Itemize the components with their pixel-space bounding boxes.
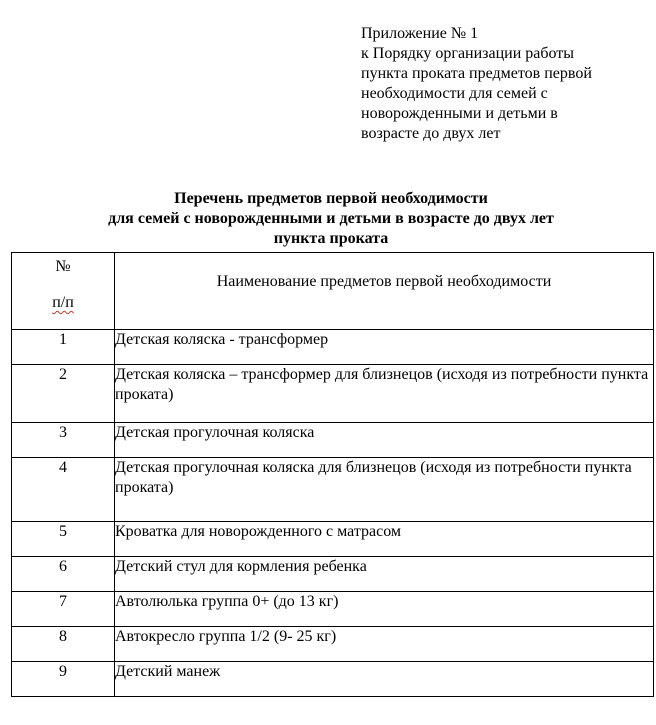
appendix-line: возрасте до двух лет <box>361 125 501 142</box>
row-item-name: Детский манеж <box>115 662 654 697</box>
row-number: 3 <box>12 423 115 458</box>
items-table <box>11 252 654 697</box>
appendix-block <box>361 24 646 144</box>
header-number-symbol: № <box>55 258 71 275</box>
appendix-line: Приложение № 1 <box>361 25 479 42</box>
row-item-name: Детская прогулочная коляска <box>115 423 654 458</box>
row-item-name: Автолюлька группа 0+ (до 13 кг) <box>115 592 654 627</box>
table-row <box>12 365 654 423</box>
row-item-name: Детский стул для кормления ребенка <box>115 557 654 592</box>
row-number: 6 <box>12 557 115 592</box>
row-number: 4 <box>12 458 115 522</box>
row-number: 7 <box>12 592 115 627</box>
header-number <box>12 253 115 330</box>
title-line: для семей с новорожденными и детьми в возрасте до двух лет <box>108 210 554 227</box>
row-number: 5 <box>12 522 115 557</box>
appendix-line: пункта проката предметов первой <box>361 65 592 82</box>
document-title <box>10 189 652 249</box>
table-row <box>12 662 654 697</box>
table-row <box>12 522 654 557</box>
appendix-line: к Порядку организации работы <box>361 45 575 62</box>
table-row <box>12 557 654 592</box>
title-line: пункта проката <box>273 230 389 247</box>
appendix-line: новорожденными и детьми в <box>361 105 558 122</box>
row-item-name: Детская прогулочная коляска для близнецов (исходя из потребности пункта проката) <box>115 458 654 522</box>
header-number-abbr: п/п <box>52 294 74 311</box>
row-item-name: Детская коляска – трансформер для близнецов (исходя из потребности пункта проката) <box>115 365 654 423</box>
row-number: 8 <box>12 627 115 662</box>
table-row <box>12 330 654 365</box>
table-row <box>12 423 654 458</box>
row-number: 2 <box>12 365 115 423</box>
row-item-name: Автокресло группа 1/2 (9- 25 кг) <box>115 627 654 662</box>
header-name <box>115 253 654 330</box>
appendix-line: необходимости для семей с <box>361 85 548 102</box>
title-line: Перечень предметов первой необходимости <box>174 190 488 207</box>
header-name-label: Наименование предметов первой необходимости <box>216 273 552 290</box>
row-item-name: Детская коляска - трансформер <box>115 330 654 365</box>
table-header-row <box>12 253 654 330</box>
row-number: 1 <box>12 330 115 365</box>
table-row <box>12 592 654 627</box>
row-item-name: Кроватка для новорожденного с матрасом <box>115 522 654 557</box>
row-number: 9 <box>12 662 115 697</box>
table-row <box>12 458 654 522</box>
table-row <box>12 627 654 662</box>
